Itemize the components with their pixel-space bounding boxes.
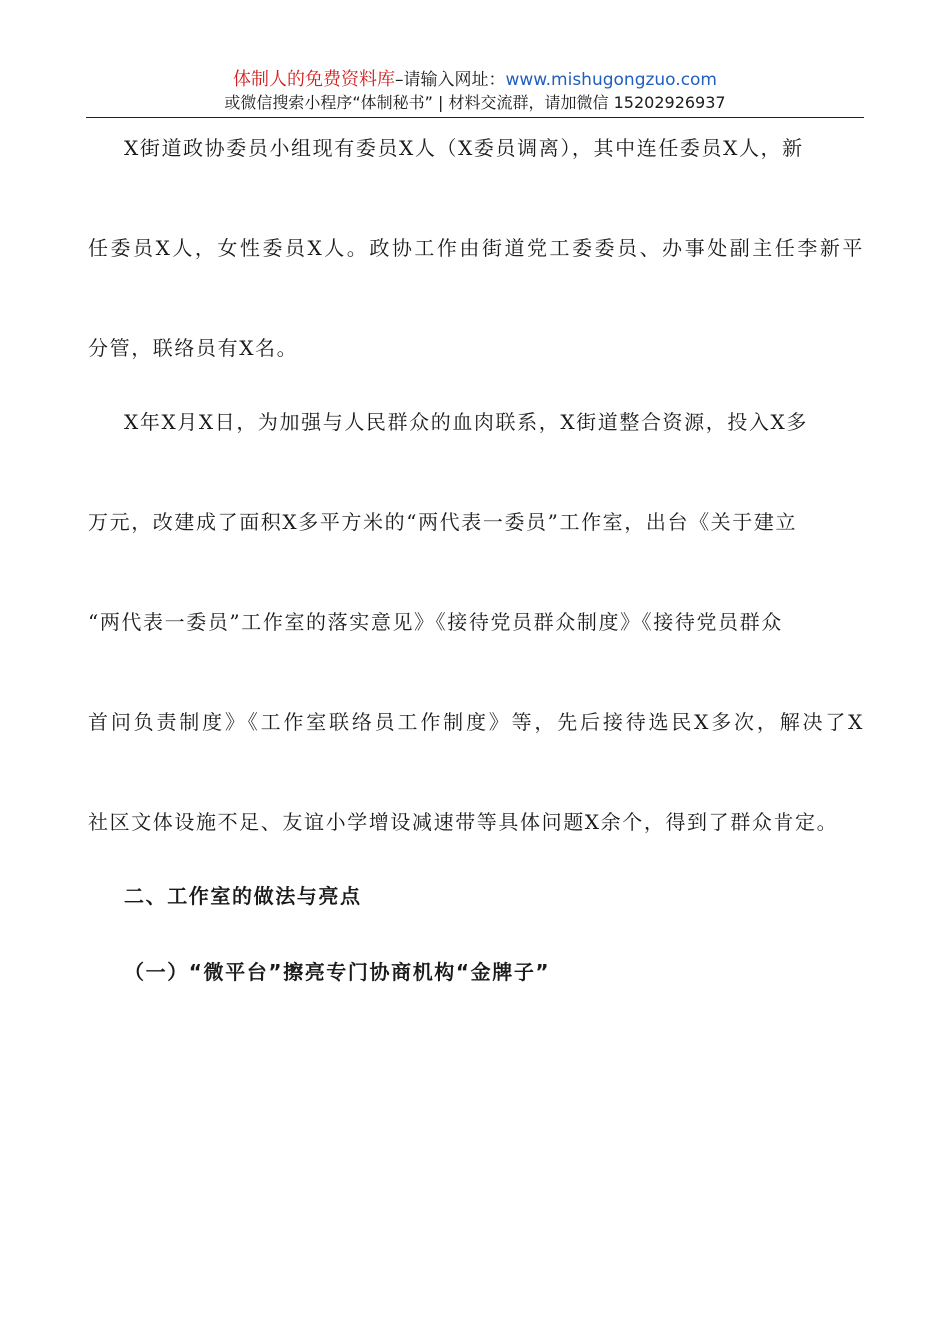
header-prompt: –请输入网址： <box>394 70 506 90</box>
paragraph-1-line-1: X街道政协委员小组现有委员X人（X委员调离），其中连任委员X人，新 <box>124 136 804 160</box>
subsection-heading: （一）“微平台”擦亮专门协商机构“金牌子” <box>124 960 551 984</box>
header-banner <box>86 68 864 92</box>
section-heading: 二、工作室的做法与亮点 <box>124 884 362 908</box>
header-brand: 体制人的免费资料库 <box>232 69 395 90</box>
paragraph-2-line-2: 万元，改建成了面积X多平方米的“两代表一委员”工作室，出台《关于建立 <box>88 510 798 534</box>
header-url-link[interactable]: www.mishugongzuo.com <box>505 70 717 90</box>
document-header <box>86 68 864 114</box>
paragraph-2-line-3: “两代表一委员”工作室的落实意见》《接待党员群众制度》《接待党员群众 <box>88 610 783 634</box>
header-divider <box>86 117 864 118</box>
paragraph-1-line-3: 分管，联络员有X名。 <box>88 336 299 360</box>
header-contact-line: 或微信搜索小程序“体制秘书” | 材料交流群，请加微信 15202926937 <box>224 93 726 112</box>
paragraph-2-line-5: 社区文体设施不足、友谊小学增设减速带等具体问题X余个，得到了群众肯定。 <box>88 810 839 834</box>
paragraph-2-line-1: X年X月X日，为加强与人民群众的血肉联系，X街道整合资源，投入X多 <box>124 410 808 434</box>
paragraph-1-line-2: 任委员X人，女性委员X人。政协工作由街道党工委委员、办事处副主任李新平 <box>88 236 864 260</box>
paragraph-2-line-4: 首问负责制度》《工作室联络员工作制度》等，先后接待选民X多次，解决了X <box>88 710 864 734</box>
